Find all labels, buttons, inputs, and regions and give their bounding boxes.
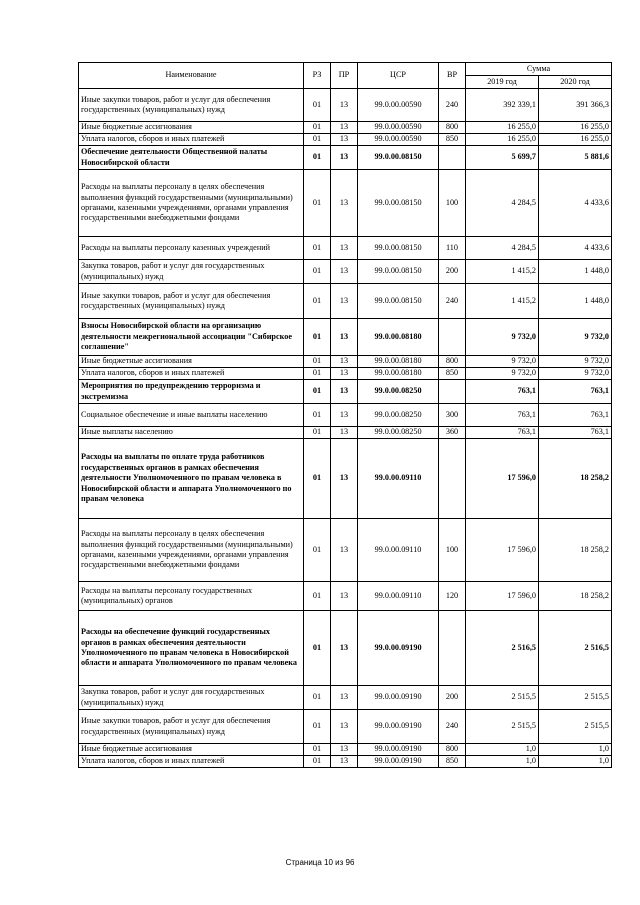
row-pr: 13 <box>331 284 358 319</box>
row-name: Расходы на обеспечение функций государственных органов в рамках обеспечения деятельности Уполномоченного по правам человека в Новосибирской области и аппарата Уполномоченного по правам человека <box>79 611 304 686</box>
row-amount-2020: 2 515,5 <box>539 686 612 710</box>
row-rz: 01 <box>304 237 331 260</box>
row-amount-2019: 763,1 <box>466 404 539 427</box>
row-name: Иные бюджетные ассигнования <box>79 744 304 756</box>
row-vr: 200 <box>439 686 466 710</box>
row-rz: 01 <box>304 686 331 710</box>
row-vr <box>439 611 466 686</box>
row-pr: 13 <box>331 582 358 611</box>
row-pr: 13 <box>331 170 358 237</box>
row-amount-2020: 18 258,2 <box>539 582 612 611</box>
row-amount-2020: 2 515,5 <box>539 710 612 744</box>
row-rz: 01 <box>304 756 331 768</box>
row-pr: 13 <box>331 686 358 710</box>
row-name: Расходы на выплаты персоналу в целях обеспечения выполнения функций государственными (муниципальными) органами, казенными учреждениями, органами управления государственными внебюджетными фондами <box>79 170 304 237</box>
table-row <box>79 380 612 404</box>
table-row <box>79 356 612 368</box>
row-rz: 01 <box>304 89 331 122</box>
row-csr: 99.0.00.09190 <box>358 710 439 744</box>
table-row <box>79 284 612 319</box>
row-amount-2019: 17 596,0 <box>466 582 539 611</box>
row-amount-2020: 9 732,0 <box>539 319 612 356</box>
header-pr: ПР <box>331 63 358 89</box>
row-amount-2020: 4 433,6 <box>539 170 612 237</box>
row-csr: 99.0.00.08180 <box>358 319 439 356</box>
row-rz: 01 <box>304 439 331 519</box>
row-pr: 13 <box>331 146 358 170</box>
row-pr: 13 <box>331 380 358 404</box>
row-name: Иные бюджетные ассигнования <box>79 122 304 134</box>
row-amount-2020: 1 448,0 <box>539 260 612 284</box>
row-csr: 99.0.00.08250 <box>358 404 439 427</box>
row-amount-2020: 9 732,0 <box>539 368 612 380</box>
header-sum: Сумма <box>466 63 612 76</box>
row-pr: 13 <box>331 237 358 260</box>
row-name: Закупка товаров, работ и услуг для государственных (муниципальных) нужд <box>79 686 304 710</box>
row-name: Иные закупки товаров, работ и услуг для обеспечения государственных (муниципальных) нужд <box>79 710 304 744</box>
row-name: Иные закупки товаров, работ и услуг для обеспечения государственных (муниципальных) нужд <box>79 89 304 122</box>
table-row <box>79 170 612 237</box>
row-csr: 99.0.00.09190 <box>358 756 439 768</box>
row-amount-2019: 9 732,0 <box>466 368 539 380</box>
row-rz: 01 <box>304 170 331 237</box>
row-pr: 13 <box>331 611 358 686</box>
row-vr: 850 <box>439 756 466 768</box>
row-name: Иные выплаты населению <box>79 427 304 439</box>
row-csr: 99.0.00.08180 <box>358 368 439 380</box>
row-amount-2019: 5 699,7 <box>466 146 539 170</box>
row-vr: 100 <box>439 170 466 237</box>
row-vr: 800 <box>439 122 466 134</box>
row-amount-2020: 18 258,2 <box>539 439 612 519</box>
table-row <box>79 611 612 686</box>
row-rz: 01 <box>304 146 331 170</box>
row-amount-2020: 18 258,2 <box>539 519 612 582</box>
row-csr: 99.0.00.09190 <box>358 686 439 710</box>
row-csr: 99.0.00.09190 <box>358 611 439 686</box>
table-row <box>79 368 612 380</box>
row-amount-2019: 763,1 <box>466 427 539 439</box>
row-amount-2020: 16 255,0 <box>539 134 612 146</box>
page-number: Страница 10 из 96 <box>285 858 355 867</box>
row-pr: 13 <box>331 439 358 519</box>
row-csr: 99.0.00.08150 <box>358 170 439 237</box>
row-pr: 13 <box>331 710 358 744</box>
row-vr: 240 <box>439 284 466 319</box>
table-row <box>79 260 612 284</box>
row-csr: 99.0.00.00590 <box>358 89 439 122</box>
row-pr: 13 <box>331 356 358 368</box>
table-row <box>79 122 612 134</box>
row-vr: 800 <box>439 356 466 368</box>
row-csr: 99.0.00.08180 <box>358 356 439 368</box>
row-pr: 13 <box>331 368 358 380</box>
row-csr: 99.0.00.00590 <box>358 134 439 146</box>
row-rz: 01 <box>304 404 331 427</box>
row-rz: 01 <box>304 134 331 146</box>
row-rz: 01 <box>304 427 331 439</box>
row-vr: 300 <box>439 404 466 427</box>
row-amount-2019: 16 255,0 <box>466 122 539 134</box>
table-header <box>79 63 612 89</box>
row-rz: 01 <box>304 368 331 380</box>
table-row <box>79 427 612 439</box>
row-vr: 240 <box>439 89 466 122</box>
row-pr: 13 <box>331 134 358 146</box>
row-pr: 13 <box>331 744 358 756</box>
row-csr: 99.0.00.08250 <box>358 427 439 439</box>
table-row <box>79 582 612 611</box>
row-amount-2019: 1,0 <box>466 744 539 756</box>
row-name: Уплата налогов, сборов и иных платежей <box>79 368 304 380</box>
row-vr: 850 <box>439 134 466 146</box>
row-vr: 110 <box>439 237 466 260</box>
table-row <box>79 237 612 260</box>
table-body <box>79 89 612 768</box>
row-amount-2019: 9 732,0 <box>466 319 539 356</box>
row-rz: 01 <box>304 582 331 611</box>
row-pr: 13 <box>331 519 358 582</box>
row-name: Взносы Новосибирской области на организацию деятельности межрегиональной ассоциации "Сибирское соглашение" <box>79 319 304 356</box>
row-rz: 01 <box>304 122 331 134</box>
row-amount-2020: 763,1 <box>539 404 612 427</box>
row-rz: 01 <box>304 611 331 686</box>
row-pr: 13 <box>331 89 358 122</box>
row-amount-2020: 16 255,0 <box>539 122 612 134</box>
table-row <box>79 89 612 122</box>
row-amount-2019: 4 284,5 <box>466 170 539 237</box>
row-vr: 120 <box>439 582 466 611</box>
row-amount-2019: 16 255,0 <box>466 134 539 146</box>
row-amount-2019: 2 515,5 <box>466 710 539 744</box>
row-amount-2020: 9 732,0 <box>539 356 612 368</box>
row-rz: 01 <box>304 356 331 368</box>
row-name: Обеспечение деятельности Общественной палаты Новосибирской области <box>79 146 304 170</box>
row-pr: 13 <box>331 756 358 768</box>
row-amount-2020: 1,0 <box>539 744 612 756</box>
row-rz: 01 <box>304 519 331 582</box>
row-pr: 13 <box>331 404 358 427</box>
row-vr <box>439 439 466 519</box>
row-name: Уплата налогов, сборов и иных платежей <box>79 134 304 146</box>
row-vr: 240 <box>439 710 466 744</box>
row-csr: 99.0.00.09110 <box>358 582 439 611</box>
row-rz: 01 <box>304 284 331 319</box>
row-amount-2020: 5 881,6 <box>539 146 612 170</box>
row-rz: 01 <box>304 710 331 744</box>
row-amount-2019: 1 415,2 <box>466 260 539 284</box>
table-row <box>79 146 612 170</box>
row-csr: 99.0.00.08150 <box>358 237 439 260</box>
row-csr: 99.0.00.08150 <box>358 284 439 319</box>
row-name: Расходы на выплаты персоналу казенных учреждений <box>79 237 304 260</box>
row-amount-2020: 763,1 <box>539 380 612 404</box>
row-amount-2019: 2 515,5 <box>466 686 539 710</box>
row-name: Уплата налогов, сборов и иных платежей <box>79 756 304 768</box>
row-rz: 01 <box>304 260 331 284</box>
row-amount-2020: 2 516,5 <box>539 611 612 686</box>
row-amount-2019: 2 516,5 <box>466 611 539 686</box>
row-pr: 13 <box>331 319 358 356</box>
row-csr: 99.0.00.08250 <box>358 380 439 404</box>
row-rz: 01 <box>304 380 331 404</box>
table-row <box>79 710 612 744</box>
row-name: Иные бюджетные ассигнования <box>79 356 304 368</box>
row-pr: 13 <box>331 122 358 134</box>
table-row <box>79 134 612 146</box>
row-name: Расходы на выплаты персоналу государственных (муниципальных) органов <box>79 582 304 611</box>
table-row <box>79 744 612 756</box>
row-vr <box>439 380 466 404</box>
table-row <box>79 519 612 582</box>
row-amount-2019: 763,1 <box>466 380 539 404</box>
row-amount-2019: 4 284,5 <box>466 237 539 260</box>
row-name: Мероприятия по предупреждению терроризма и экстремизма <box>79 380 304 404</box>
row-pr: 13 <box>331 260 358 284</box>
row-amount-2019: 17 596,0 <box>466 519 539 582</box>
row-amount-2019: 9 732,0 <box>466 356 539 368</box>
row-vr: 800 <box>439 744 466 756</box>
row-vr: 360 <box>439 427 466 439</box>
row-amount-2020: 391 366,3 <box>539 89 612 122</box>
row-name: Социальное обеспечение и иные выплаты населению <box>79 404 304 427</box>
row-amount-2020: 763,1 <box>539 427 612 439</box>
row-name: Иные закупки товаров, работ и услуг для обеспечения государственных (муниципальных) нужд <box>79 284 304 319</box>
row-name: Расходы на выплаты персоналу в целях обеспечения выполнения функций государственными (муниципальными) органами, казенными учреждениями, органами управления государственными внебюджетными фондами <box>79 519 304 582</box>
row-amount-2019: 17 596,0 <box>466 439 539 519</box>
row-rz: 01 <box>304 744 331 756</box>
row-amount-2019: 1 415,2 <box>466 284 539 319</box>
row-amount-2020: 1,0 <box>539 756 612 768</box>
row-csr: 99.0.00.09110 <box>358 519 439 582</box>
row-name: Закупка товаров, работ и услуг для государственных (муниципальных) нужд <box>79 260 304 284</box>
table-row <box>79 319 612 356</box>
row-vr: 850 <box>439 368 466 380</box>
header-csr: ЦСР <box>358 63 439 89</box>
row-csr: 99.0.00.08150 <box>358 260 439 284</box>
row-vr: 100 <box>439 519 466 582</box>
budget-table <box>78 62 612 768</box>
header-rz: РЗ <box>304 63 331 89</box>
header-2020: 2020 год <box>539 76 612 89</box>
row-rz: 01 <box>304 319 331 356</box>
header-2019: 2019 год <box>466 76 539 89</box>
header-name: Наименование <box>79 63 304 89</box>
row-vr <box>439 146 466 170</box>
row-csr: 99.0.00.08150 <box>358 146 439 170</box>
row-name: Расходы на выплаты по оплате труда работников государственных органов в рамках обеспечения деятельности Уполномоченного по правам человека в Новосибирской области и аппарата Уполномоченного по правам человека <box>79 439 304 519</box>
row-vr: 200 <box>439 260 466 284</box>
header-vr: ВР <box>439 63 466 89</box>
table-row <box>79 439 612 519</box>
table-row <box>79 686 612 710</box>
table-row <box>79 404 612 427</box>
row-csr: 99.0.00.00590 <box>358 122 439 134</box>
row-amount-2020: 4 433,6 <box>539 237 612 260</box>
row-amount-2019: 392 339,1 <box>466 89 539 122</box>
table-row <box>79 756 612 768</box>
row-csr: 99.0.00.09190 <box>358 744 439 756</box>
row-amount-2019: 1,0 <box>466 756 539 768</box>
row-amount-2020: 1 448,0 <box>539 284 612 319</box>
row-pr: 13 <box>331 427 358 439</box>
row-vr <box>439 319 466 356</box>
row-csr: 99.0.00.09110 <box>358 439 439 519</box>
